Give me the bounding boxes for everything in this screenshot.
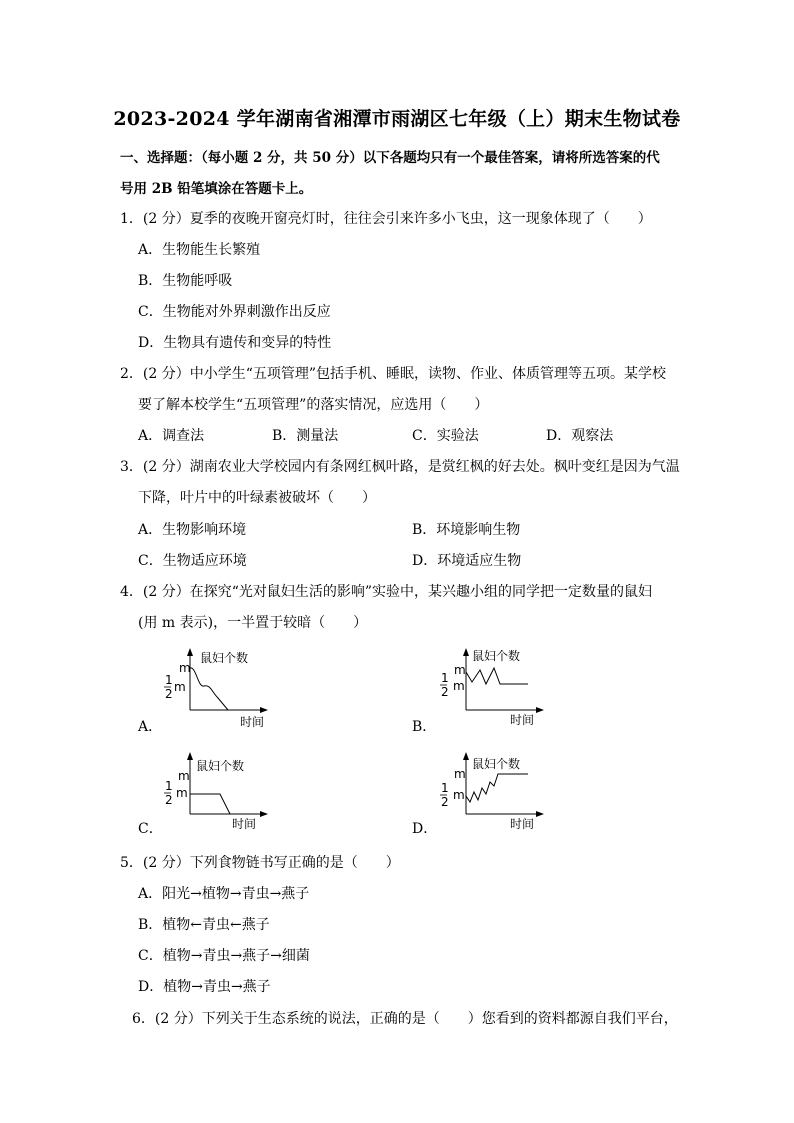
q1-option-b: B．生物能呼吸 (138, 273, 233, 289)
section-heading-line2: 号用 2B 铅笔填涂在答题卡上。 (120, 181, 313, 197)
q4-option-a-label: A． (138, 719, 163, 735)
question-3-stem-line2: 下降，叶片中的叶绿素被破坏（ ） (138, 490, 376, 506)
q2-option-a: A．调查法 (138, 428, 205, 444)
q1-option-a: A．生物能生长繁殖 (138, 242, 261, 258)
q4-graph-c-ylabel: 鼠妇个数 (196, 759, 245, 773)
q3-option-a: A．生物影响环境 (138, 522, 247, 538)
q4-graph-a-xlabel: 时间 (240, 715, 265, 729)
question-3-stem-line1: 3．(2 分）湖南农业大学校园内有条网红枫叶路，是赏红枫的好去处。枫叶变红是因为气温 (120, 459, 680, 475)
q4-graph-b-ylabel: 鼠妇个数 (472, 649, 521, 663)
q4-graph-b-xlabel: 时间 (510, 713, 535, 727)
q4-graph-d-ylabel: 鼠妇个数 (472, 757, 521, 771)
q4-graph-a-tick-half-m: m (174, 680, 186, 694)
q4-graph-d-xlabel: 时间 (510, 817, 535, 831)
page-title: 2023-2024 学年湖南省湘潭市雨湖区七年级（上）期末生物试卷 (113, 108, 681, 130)
question-5-stem: 5．(2 分）下列食物链书写正确的是（ ） (120, 855, 400, 871)
question-4-stem-line2: (用 m 表示)，一半置于较暗（ ） (138, 615, 368, 631)
q4-graph-d-tick-half-num: 1 (441, 781, 449, 795)
q4-graph-c-tick-half-num: 1 (165, 779, 173, 793)
q5-option-d: D．植物→青虫→燕子 (138, 979, 271, 995)
q4-option-b-label: B． (412, 719, 437, 735)
q2-option-d: D．观察法 (546, 428, 614, 444)
q4-graph-d (436, 752, 546, 836)
question-6-stem: 6．(2 分）下列关于生态系统的说法，正确的是（ ）您看到的资料都源自我们平台， (132, 1011, 678, 1027)
q3-option-c: C．生物适应环境 (138, 553, 247, 569)
q2-option-c: C．实验法 (412, 428, 479, 444)
q4-graph-c-xlabel: 时间 (232, 817, 257, 831)
question-1-stem: 1．(2 分）夏季的夜晚开窗亮灯时，往往会引来许多小飞虫，这一现象体现了（ ） (120, 211, 652, 227)
q4-graph-a-ylabel: 鼠妇个数 (200, 651, 249, 665)
q4-graph-d-tick-half-m: m (453, 788, 465, 802)
q4-option-d-label: D． (412, 821, 438, 837)
q4-graph-b-tick-half-den: 2 (441, 685, 449, 699)
q4-graph-c-tick-half-den: 2 (165, 793, 173, 807)
q4-graph-d-tick-m: m (454, 767, 466, 781)
q4-option-c-label: C． (138, 821, 163, 837)
question-2-stem-line1: 2．(2 分）中小学生“五项管理”包括手机、睡眠，读物、作业、体质管理等五项。某学校 (120, 366, 667, 382)
q1-option-c: C．生物能对外界刺激作出反应 (138, 304, 331, 320)
q2-option-b: B．测量法 (272, 428, 339, 444)
q4-graph-c-tick-m: m (178, 769, 190, 783)
q1-option-d: D．生物具有遗传和变异的特性 (138, 335, 332, 351)
q4-graph-c (160, 752, 270, 836)
q5-option-b: B．植物←青虫←燕子 (138, 917, 270, 933)
q3-option-d: D．环境适应生物 (412, 553, 522, 569)
q4-graph-b-tick-half-m: m (453, 679, 465, 693)
q4-graph-a-tick-m: m (179, 661, 191, 675)
q4-graph-b-tick-half-num: 1 (441, 671, 449, 685)
q5-option-c: C．植物→青虫→燕子→细菌 (138, 948, 310, 964)
q4-graph-d-tick-half-den: 2 (441, 795, 449, 809)
q4-graph-c-tick-half-m: m (176, 786, 188, 800)
q4-graph-a-tick-half-num: 1 (165, 673, 173, 687)
q3-option-b: B．环境影响生物 (412, 522, 521, 538)
q4-graph-a (160, 648, 270, 732)
q4-graph-b (436, 648, 546, 732)
section-heading-line1: 一、选择题：（每小题 2 分，共 50 分）以下各题均只有一个最佳答案，请将所选答案的代 (120, 150, 660, 166)
q4-graph-b-tick-m: m (454, 663, 466, 677)
q5-option-a: A．阳光→植物→青虫→燕子 (138, 886, 310, 902)
question-4-stem-line1: 4．(2 分）在探究“光对鼠妇生活的影响”实验中，某兴趣小组的同学把一定数量的鼠妇 (120, 584, 653, 600)
question-2-stem-line2: 要了解本校学生“五项管理”的落实情况，应选用（ ） (138, 397, 489, 413)
q4-graph-a-tick-half-den: 2 (165, 687, 173, 701)
